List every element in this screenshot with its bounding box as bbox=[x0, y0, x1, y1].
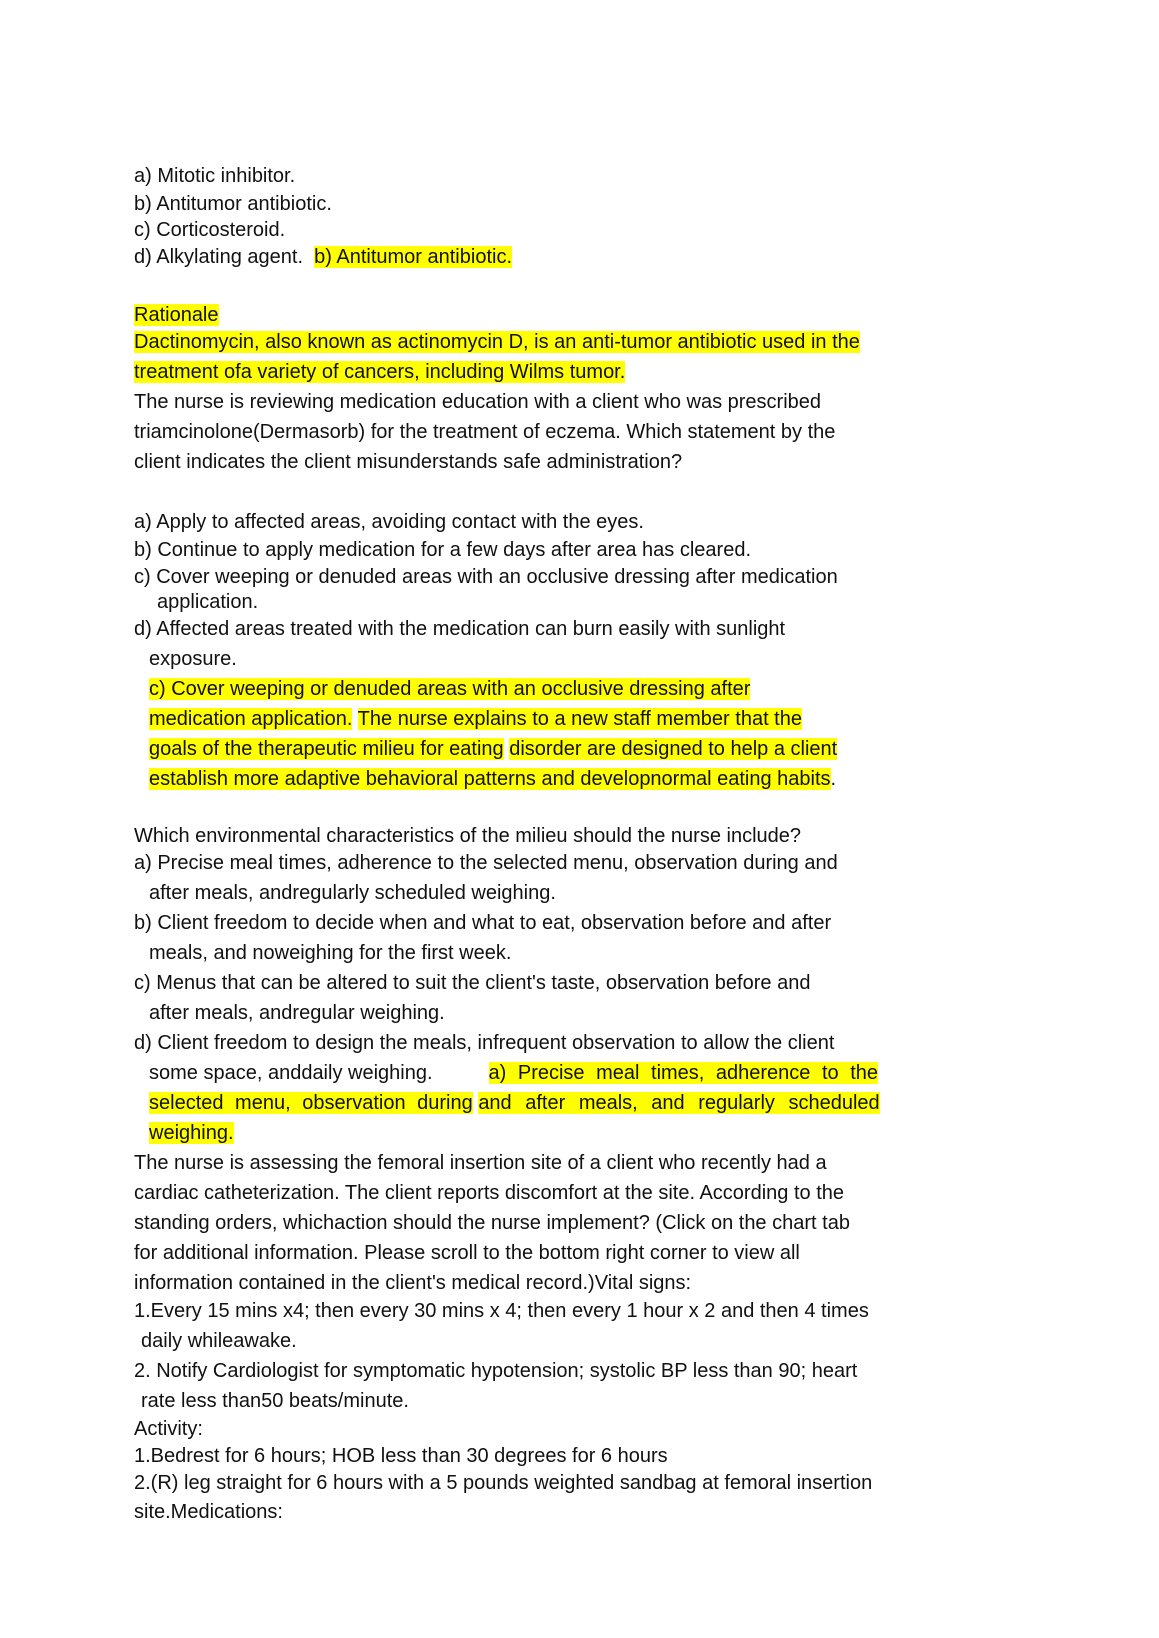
activity-item: 1.Bedrest for 6 hours; HOB less than 30 degrees for 6 hours bbox=[134, 1445, 668, 1467]
option-b-cont: meals, and noweighing for the first week. bbox=[149, 942, 512, 964]
activity-title: Activity: bbox=[134, 1418, 203, 1440]
vital-signs-item-cont: daily whileawake. bbox=[141, 1330, 297, 1352]
question-stem: The nurse is reviewing medication education with a client who was prescribed bbox=[134, 391, 822, 413]
question-text: Which environmental characteristics of the milieu should the nurse include? bbox=[134, 825, 802, 847]
option-c: c) Corticosteroid. bbox=[134, 219, 286, 241]
answer-highlight: weighing. bbox=[149, 1122, 234, 1144]
activity-item-cont: site.Medications: bbox=[134, 1501, 283, 1523]
question-stem: triamcinolone(Dermasorb) for the treatment of eczema. Which statement by the bbox=[134, 421, 836, 443]
option-d bbox=[134, 243, 512, 271]
answer-highlight: b) Antitumor antibiotic. bbox=[314, 246, 512, 268]
question-stem: The nurse explains to a new staff member that the bbox=[357, 708, 802, 730]
question-stem: for additional information. Please scroll to the bottom right corner to view all bbox=[134, 1242, 800, 1264]
question-stem: disorder are designed to help a client bbox=[509, 738, 838, 760]
question-stem: goals of the therapeutic milieu for eating bbox=[149, 738, 504, 760]
option-a: a) Mitotic inhibitor. bbox=[134, 165, 296, 187]
question-stem: information contained in the client's medical record.)Vital signs: bbox=[134, 1272, 692, 1294]
answer-highlight: c) Cover weeping or denuded areas with an occlusive dressing after bbox=[149, 678, 751, 700]
answer-highlight: selected menu, observation during bbox=[149, 1092, 473, 1114]
period: . bbox=[830, 768, 837, 790]
question-stem: client indicates the client misunderstands safe administration? bbox=[134, 451, 683, 473]
rationale-text: treatment ofa variety of cancers, including Wilms tumor. bbox=[134, 361, 626, 383]
option-d-cont bbox=[149, 1059, 878, 1087]
rationale-text: Dactinomycin, also known as actinomycin D, is an anti-tumor antibiotic used in the bbox=[134, 331, 860, 353]
option-text: some space, anddaily weighing. bbox=[149, 1062, 433, 1084]
question-stem: The nurse is assessing the femoral insertion site of a client who recently had a bbox=[134, 1152, 827, 1174]
question-stem: establish more adaptive behavioral patterns and developnormal eating habits bbox=[149, 768, 831, 790]
question-stem: cardiac catheterization. The client reports discomfort at the site. According to the bbox=[134, 1182, 844, 1204]
option-b: b) Client freedom to decide when and what to eat, observation before and after bbox=[134, 912, 832, 934]
option-a-cont: after meals, andregularly scheduled weighing. bbox=[149, 882, 556, 904]
answer-highlight: and after meals, and regularly scheduled bbox=[478, 1092, 880, 1114]
answer-highlight: medication application. bbox=[149, 708, 353, 730]
option-d: d) Client freedom to design the meals, infrequent observation to allow the client bbox=[134, 1032, 835, 1054]
option-c-cont: application. bbox=[157, 591, 259, 613]
option-b: b) Antitumor antibiotic. bbox=[134, 193, 332, 215]
option-c: c) Cover weeping or denuded areas with an occlusive dressing after medication bbox=[134, 566, 838, 588]
rationale-title: Rationale bbox=[134, 304, 219, 326]
option-d: d) Affected areas treated with the medication can burn easily with sunlight bbox=[134, 618, 786, 640]
option-a: a) Precise meal times, adherence to the selected menu, observation during and bbox=[134, 852, 838, 874]
vital-signs-item: 2. Notify Cardiologist for symptomatic hypotension; systolic BP less than 90; heart bbox=[134, 1360, 858, 1382]
option-c: c) Menus that can be altered to suit the client's taste, observation before and bbox=[134, 972, 811, 994]
question-stem: standing orders, whichaction should the nurse implement? (Click on the chart tab bbox=[134, 1212, 850, 1234]
option-a: a) Apply to affected areas, avoiding contact with the eyes. bbox=[134, 511, 644, 533]
activity-item: 2.(R) leg straight for 6 hours with a 5 pounds weighted sandbag at femoral insertion bbox=[134, 1472, 873, 1494]
option-c-cont: after meals, andregular weighing. bbox=[149, 1002, 445, 1024]
option-text: d) Alkylating agent. bbox=[134, 246, 303, 268]
vital-signs-item-cont: rate less than50 beats/minute. bbox=[141, 1390, 409, 1412]
option-b: b) Continue to apply medication for a few days after area has cleared. bbox=[134, 539, 752, 561]
vital-signs-item: 1.Every 15 mins x4; then every 30 mins x 4; then every 1 hour x 2 and then 4 times bbox=[134, 1300, 869, 1322]
answer-highlight: a) Precise meal times, adherence to the bbox=[488, 1062, 879, 1084]
option-d-cont: exposure. bbox=[149, 648, 237, 670]
